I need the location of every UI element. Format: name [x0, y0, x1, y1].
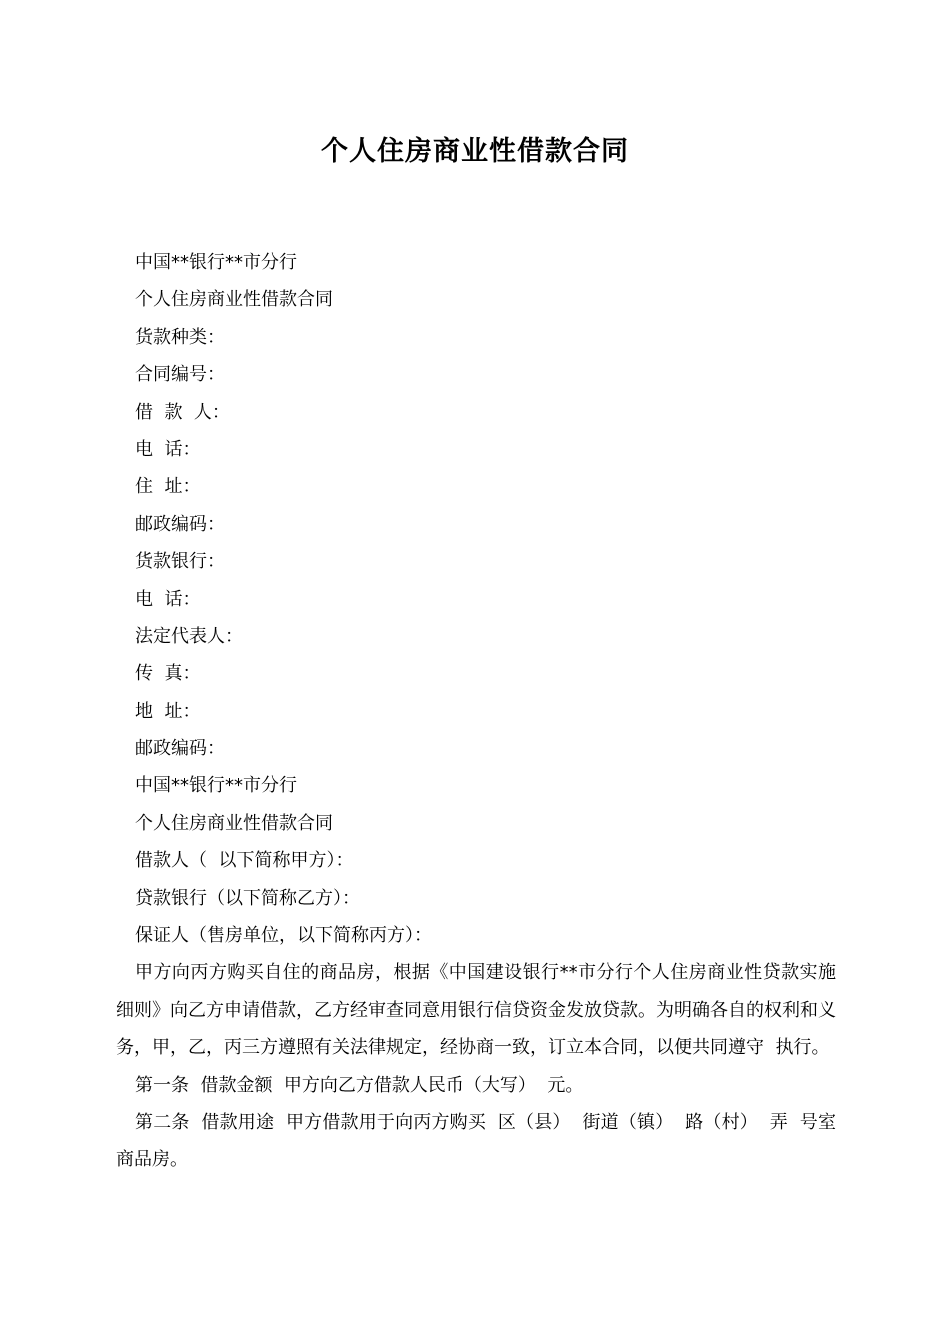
borrower-phone-field: 电 话：: [135, 438, 201, 460]
intro-paragraph: 甲方向丙方购买自住的商品房，根据《中国建设银行**市分行个人住房商业性贷款实施细则》向乙方申请借款，乙方经审查同意用银行信贷资金发放贷款。为明确各自的权利和义务，甲，乙，丙三方遵照有关法律规定，经协商一致，订立本合同，以便共同遵守 执行。: [116, 962, 836, 1059]
bank-branch-line: 中国**银行**市分行: [135, 252, 297, 273]
fax-field: 传 真：: [135, 663, 201, 685]
borrower-postcode-field: 邮政编码：: [135, 513, 225, 535]
legal-representative-field: 法定代表人：: [135, 625, 243, 647]
party-a-line: 借款人（ 以下简称甲方）：: [135, 850, 354, 872]
article-1-paragraph: 第一条 借款金额 甲方向乙方借款人民币（大写） 元。: [135, 1074, 584, 1096]
contract-number-field: 合同编号：: [135, 364, 225, 386]
contract-name-line-2: 个人住房商业性借款合同: [135, 812, 333, 834]
party-c-line: 保证人（售房单位，以下简称丙方）：: [135, 925, 432, 947]
contract-name-line: 个人住房商业性借款合同: [135, 289, 333, 311]
article-2-paragraph: 第二条 借款用途 甲方借款用于向丙方购买 区（县） 街道（镇） 路（村） 弄 号室商品房。: [116, 1112, 836, 1171]
borrower-field: 借 款 人：: [135, 401, 230, 423]
bank-branch-line-2: 中国**银行**市分行: [135, 775, 297, 797]
loan-type-field: 货款种类：: [135, 326, 225, 348]
bank-address-field: 地 址：: [135, 700, 201, 722]
borrower-address-field: 住 址：: [135, 476, 201, 498]
bank-phone-field: 电 话：: [135, 588, 201, 610]
lending-bank-field: 货款银行：: [135, 551, 225, 573]
bank-postcode-field: 邮政编码：: [135, 738, 225, 760]
document-body: [116, 244, 836, 1179]
party-b-line: 贷款银行（以下简称乙方）：: [135, 887, 360, 909]
document-title: 个人住房商业性借款合同: [321, 136, 629, 167]
